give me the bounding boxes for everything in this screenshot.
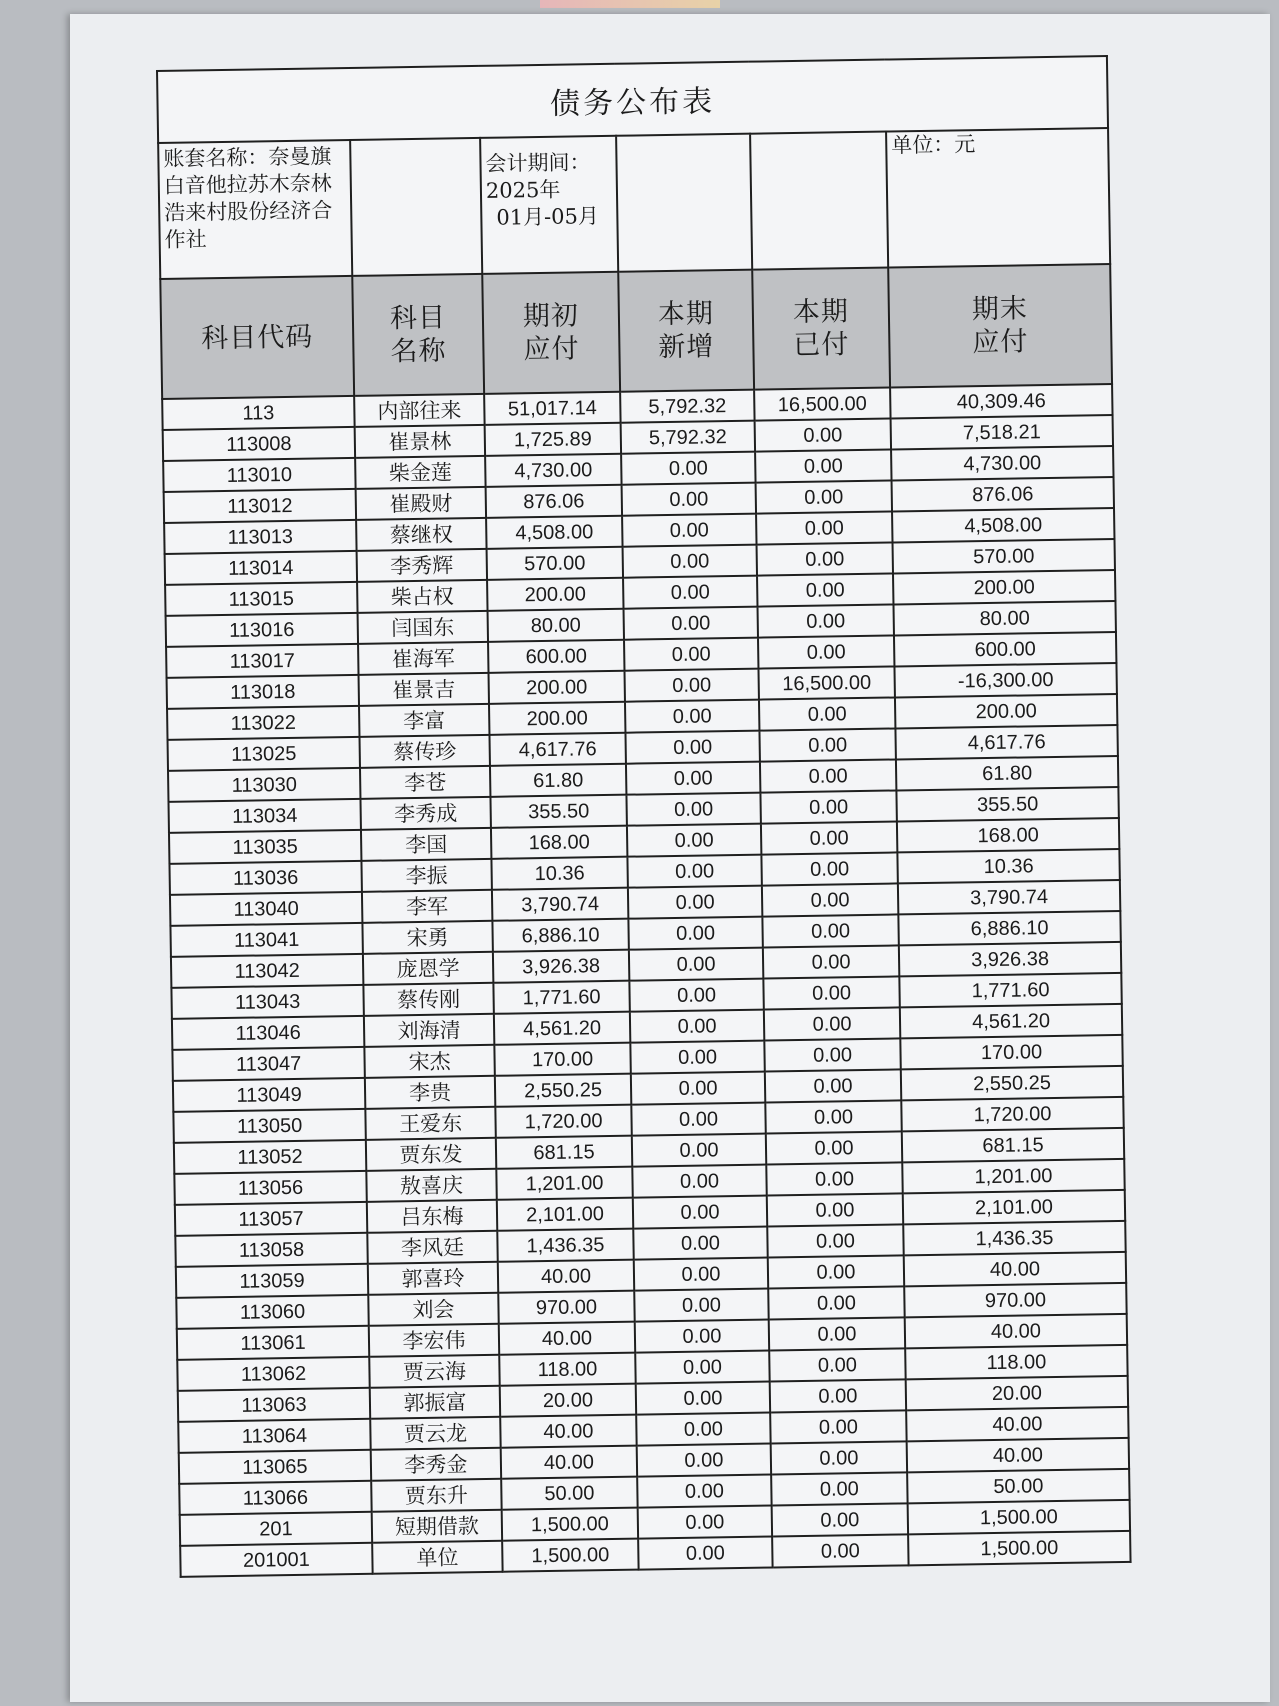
cell-closing: 1,500.00: [908, 1500, 1130, 1534]
cell-closing: 1,500.00: [908, 1531, 1130, 1565]
cell-closing: 10.36: [897, 849, 1119, 883]
cell-opening: 4,617.76: [489, 733, 625, 766]
cell-code: 113052: [174, 1140, 366, 1174]
meta-blank-3: [750, 132, 888, 270]
cell-opening: 61.80: [490, 764, 626, 797]
cell-closing: 40.00: [906, 1407, 1128, 1441]
unit-info: [886, 128, 1110, 267]
cell-added: 0.00: [637, 1475, 771, 1508]
cell-added: 0.00: [622, 483, 756, 516]
cell-name: 柴金莲: [355, 456, 485, 489]
cell-paid: 0.00: [770, 1410, 906, 1443]
cell-added: 5,792.32: [620, 390, 754, 423]
cell-code: 113022: [167, 706, 359, 740]
cell-added: 0.00: [630, 1041, 764, 1074]
header-paid: 本期 已付: [752, 268, 890, 390]
cell-code: 113056: [174, 1171, 366, 1205]
cell-opening: 168.00: [491, 826, 627, 859]
cell-code: 113049: [173, 1078, 365, 1112]
cell-name: 李国: [361, 828, 491, 861]
cell-name: 崔景林: [355, 425, 485, 458]
cell-paid: 0.00: [766, 1131, 902, 1164]
cell-opening: 1,720.00: [495, 1105, 631, 1138]
cell-name: 单位: [372, 1541, 502, 1574]
cell-paid: 0.00: [756, 480, 892, 513]
cell-added: 0.00: [625, 700, 759, 733]
cell-opening: 20.00: [500, 1384, 636, 1417]
cell-added: 0.00: [633, 1196, 767, 1229]
cell-paid: 0.00: [772, 1503, 908, 1536]
cell-closing: 681.15: [902, 1128, 1124, 1162]
cell-opening: 40.00: [500, 1415, 636, 1448]
cell-code: 113014: [165, 551, 357, 585]
cell-added: 0.00: [632, 1134, 766, 1167]
page-title: 债务公布表: [157, 56, 1108, 143]
cell-opening: 600.00: [488, 640, 624, 673]
cell-closing: 600.00: [894, 632, 1116, 666]
cell-paid: 0.00: [762, 883, 898, 916]
cell-added: 0.00: [635, 1320, 769, 1353]
cell-name: 敖喜庆: [366, 1169, 496, 1202]
cell-added: 5,792.32: [621, 421, 755, 454]
cell-added: 0.00: [634, 1258, 768, 1291]
cell-name: 蔡传刚: [363, 983, 493, 1016]
cell-paid: 0.00: [766, 1162, 902, 1195]
meta-blank-2: [616, 134, 752, 272]
cell-paid: 0.00: [761, 821, 897, 854]
cell-code: 113013: [164, 520, 356, 554]
cell-paid: 0.00: [768, 1286, 904, 1319]
cell-added: 0.00: [638, 1537, 772, 1570]
cell-code: 113010: [163, 458, 355, 492]
cell-code: 113036: [169, 861, 361, 895]
cell-added: 0.00: [632, 1165, 766, 1198]
cell-opening: 40.00: [498, 1260, 634, 1293]
cell-closing: 200.00: [893, 570, 1115, 604]
cell-name: 吕东梅: [367, 1200, 497, 1233]
cell-closing: 1,201.00: [902, 1159, 1124, 1193]
cell-code: 201: [180, 1512, 372, 1546]
cell-closing: 355.50: [896, 787, 1118, 821]
cell-closing: 1,771.60: [899, 973, 1121, 1007]
cell-added: 0.00: [635, 1351, 769, 1384]
cell-name: 李贵: [365, 1076, 495, 1109]
cell-name: 庞恩学: [363, 952, 493, 985]
cell-closing: 970.00: [904, 1283, 1126, 1317]
cell-name: 崔海军: [358, 642, 488, 675]
cell-paid: 0.00: [763, 945, 899, 978]
account-name: 奈曼旗白音他拉苏木奈林浩来村股份经济合作社: [163, 144, 333, 252]
cell-code: 113050: [173, 1109, 365, 1143]
cell-name: 李宏伟: [369, 1324, 499, 1357]
cell-paid: 0.00: [759, 728, 895, 761]
cell-added: 0.00: [638, 1506, 772, 1539]
cell-closing: 6,886.10: [898, 911, 1120, 945]
cell-name: 李军: [362, 890, 492, 923]
cell-closing: 4,617.76: [895, 725, 1117, 759]
cell-paid: 0.00: [771, 1441, 907, 1474]
cell-added: 0.00: [628, 917, 762, 950]
cell-code: 113066: [179, 1481, 371, 1515]
cell-added: 0.00: [634, 1289, 768, 1322]
cell-closing: 40,309.46: [890, 384, 1112, 418]
cell-closing: 20.00: [906, 1376, 1128, 1410]
header-opening: 期初 应付: [482, 272, 620, 394]
cell-code: 113047: [172, 1047, 364, 1081]
cell-opening: 355.50: [490, 795, 626, 828]
cell-name: 李富: [359, 704, 489, 737]
cell-code: 113008: [163, 427, 355, 461]
cell-paid: 0.00: [765, 1100, 901, 1133]
period-year: 2025年: [485, 177, 561, 203]
table-body: [162, 384, 1130, 1577]
cell-paid: 0.00: [758, 635, 894, 668]
cell-code: 113059: [176, 1264, 368, 1298]
cell-code: 201001: [180, 1543, 372, 1577]
cell-closing: 40.00: [907, 1438, 1129, 1472]
cell-name: 贾东升: [371, 1479, 501, 1512]
cell-opening: 876.06: [486, 485, 622, 518]
meta-blank-1: [350, 138, 482, 276]
cell-code: 113060: [176, 1295, 368, 1329]
cell-name: 蔡传珍: [360, 735, 490, 768]
cell-closing: 7,518.21: [891, 415, 1113, 449]
cell-paid: 0.00: [768, 1255, 904, 1288]
cell-code: 113065: [179, 1450, 371, 1484]
cell-closing: 3,790.74: [898, 880, 1120, 914]
cell-added: 0.00: [624, 638, 758, 671]
cell-opening: 10.36: [491, 857, 627, 890]
cell-name: 崔殿财: [356, 487, 486, 520]
cell-added: 0.00: [630, 1010, 764, 1043]
cell-code: 113015: [165, 582, 357, 616]
cell-code: 113061: [177, 1326, 369, 1360]
cell-opening: 1,436.35: [497, 1229, 633, 1262]
cell-opening: 3,926.38: [493, 950, 629, 983]
meta-row: [158, 128, 1110, 279]
cell-paid: 0.00: [760, 790, 896, 823]
cell-opening: 118.00: [499, 1353, 635, 1386]
cell-closing: 1,720.00: [901, 1097, 1123, 1131]
cell-opening: 2,550.25: [495, 1074, 631, 1107]
cell-opening: 80.00: [488, 609, 624, 642]
cell-name: 李秀辉: [357, 549, 487, 582]
cell-closing: 570.00: [893, 539, 1115, 573]
account-info: [158, 140, 352, 279]
cell-added: 0.00: [629, 948, 763, 981]
cell-name: 贾云海: [369, 1355, 499, 1388]
cell-code: 113018: [167, 675, 359, 709]
cell-opening: 170.00: [494, 1043, 630, 1076]
cell-opening: 6,886.10: [492, 919, 628, 952]
cell-opening: 51,017.14: [484, 392, 620, 425]
cell-added: 0.00: [627, 855, 761, 888]
cell-closing: -16,300.00: [894, 663, 1116, 697]
cell-added: 0.00: [623, 545, 757, 578]
cell-name: 内部往来: [354, 394, 484, 427]
cell-added: 0.00: [624, 607, 758, 640]
debt-table: [156, 55, 1132, 1578]
photo-edge-strip: [540, 0, 720, 8]
cell-added: 0.00: [626, 793, 760, 826]
cell-opening: 970.00: [498, 1291, 634, 1324]
period-label: 会计期间：: [485, 150, 591, 176]
cell-paid: 0.00: [757, 542, 893, 575]
cell-paid: 0.00: [759, 697, 895, 730]
cell-closing: 50.00: [907, 1469, 1129, 1503]
cell-closing: 4,508.00: [892, 508, 1114, 542]
cell-opening: 4,561.20: [494, 1012, 630, 1045]
cell-code: 113025: [168, 737, 360, 771]
cell-code: 113017: [166, 644, 358, 678]
cell-name: 李振: [361, 859, 491, 892]
cell-paid: 0.00: [763, 976, 899, 1009]
cell-code: 113016: [166, 613, 358, 647]
cell-name: 郭振富: [370, 1386, 500, 1419]
cell-opening: 1,725.89: [485, 423, 621, 456]
cell-added: 0.00: [636, 1413, 770, 1446]
cell-code: 113043: [171, 985, 363, 1019]
cell-code: 113012: [164, 489, 356, 523]
cell-name: 李秀成: [360, 797, 490, 830]
cell-closing: 80.00: [893, 601, 1115, 635]
cell-code: 113041: [170, 923, 362, 957]
cell-added: 0.00: [636, 1382, 770, 1415]
cell-opening: 1,771.60: [493, 981, 629, 1014]
cell-opening: 4,730.00: [485, 454, 621, 487]
cell-paid: 0.00: [772, 1534, 908, 1567]
unit-value: 元: [954, 132, 976, 157]
cell-name: 李秀金: [371, 1448, 501, 1481]
cell-closing: 118.00: [905, 1345, 1127, 1379]
header-code: 科目代码: [160, 276, 354, 399]
cell-name: 李风廷: [367, 1231, 497, 1264]
cell-paid: 0.00: [770, 1379, 906, 1412]
cell-closing: 61.80: [896, 756, 1118, 790]
header-closing: 期末 应付: [888, 264, 1112, 387]
cell-code: 113: [162, 396, 354, 430]
cell-paid: 0.00: [767, 1224, 903, 1257]
cell-closing: 40.00: [905, 1314, 1127, 1348]
cell-opening: 50.00: [501, 1477, 637, 1510]
cell-added: 0.00: [633, 1227, 767, 1260]
unit-label: 单位：: [891, 132, 955, 158]
cell-paid: 0.00: [771, 1472, 907, 1505]
cell-name: 宋杰: [364, 1045, 494, 1078]
period-info: [480, 136, 618, 274]
cell-opening: 681.15: [496, 1136, 632, 1169]
cell-closing: 1,436.35: [903, 1221, 1125, 1255]
cell-opening: 40.00: [499, 1322, 635, 1355]
cell-paid: 0.00: [769, 1348, 905, 1381]
cell-opening: 200.00: [489, 671, 625, 704]
cell-paid: 0.00: [762, 914, 898, 947]
cell-paid: 0.00: [764, 1038, 900, 1071]
period-range: 01月-05月: [496, 204, 600, 230]
cell-name: 柴占权: [357, 580, 487, 613]
cell-paid: 0.00: [769, 1317, 905, 1350]
cell-closing: 876.06: [892, 477, 1114, 511]
cell-code: 113064: [178, 1419, 370, 1453]
cell-added: 0.00: [621, 452, 755, 485]
cell-paid: 0.00: [764, 1007, 900, 1040]
account-label: 账套名称：: [163, 145, 269, 171]
cell-opening: 1,500.00: [502, 1508, 638, 1541]
header-name: 科目 名称: [352, 274, 484, 396]
cell-closing: 2,101.00: [903, 1190, 1125, 1224]
cell-code: 113046: [172, 1016, 364, 1050]
cell-paid: 0.00: [760, 759, 896, 792]
cell-code: 113035: [169, 830, 361, 864]
cell-opening: 2,101.00: [497, 1198, 633, 1231]
cell-added: 0.00: [623, 576, 757, 609]
cell-closing: 4,561.20: [900, 1004, 1122, 1038]
cell-paid: 0.00: [765, 1069, 901, 1102]
cell-name: 崔景吉: [359, 673, 489, 706]
cell-name: 郭喜玲: [368, 1262, 498, 1295]
cell-added: 0.00: [631, 1103, 765, 1136]
cell-paid: 0.00: [767, 1193, 903, 1226]
cell-paid: 0.00: [756, 511, 892, 544]
cell-name: 短期借款: [372, 1510, 502, 1543]
header-added: 本期 新增: [618, 270, 754, 392]
cell-closing: 4,730.00: [891, 446, 1113, 480]
cell-closing: 2,550.25: [901, 1066, 1123, 1100]
cell-added: 0.00: [637, 1444, 771, 1477]
cell-closing: 170.00: [900, 1035, 1122, 1069]
cell-name: 闫国东: [358, 611, 488, 644]
cell-code: 113057: [175, 1202, 367, 1236]
cell-code: 113062: [177, 1357, 369, 1391]
cell-paid: 0.00: [755, 419, 891, 452]
cell-name: 贾云龙: [370, 1417, 500, 1450]
cell-closing: 40.00: [904, 1252, 1126, 1286]
cell-paid: 0.00: [755, 450, 891, 483]
cell-code: 113040: [170, 892, 362, 926]
cell-paid: 0.00: [757, 573, 893, 606]
cell-opening: 4,508.00: [486, 516, 622, 549]
cell-opening: 570.00: [487, 547, 623, 580]
cell-name: 李苍: [360, 766, 490, 799]
cell-opening: 3,790.74: [492, 888, 628, 921]
cell-paid: 16,500.00: [758, 666, 894, 699]
cell-added: 0.00: [625, 731, 759, 764]
cell-paid: 0.00: [758, 604, 894, 637]
cell-code: 113063: [178, 1388, 370, 1422]
cell-code: 113042: [171, 954, 363, 988]
column-header-row: [160, 264, 1112, 399]
cell-code: 113058: [175, 1233, 367, 1267]
cell-opening: 200.00: [489, 702, 625, 735]
cell-closing: 200.00: [895, 694, 1117, 728]
cell-name: 刘海清: [364, 1014, 494, 1047]
cell-name: 宋勇: [362, 921, 492, 954]
cell-name: 刘会: [368, 1293, 498, 1326]
cell-code: 113030: [168, 768, 360, 802]
cell-added: 0.00: [622, 514, 756, 547]
cell-closing: 168.00: [897, 818, 1119, 852]
cell-added: 0.00: [624, 669, 758, 702]
cell-opening: 200.00: [487, 578, 623, 611]
cell-opening: 1,201.00: [496, 1167, 632, 1200]
cell-name: 贾东发: [366, 1138, 496, 1171]
cell-added: 0.00: [628, 886, 762, 919]
cell-added: 0.00: [631, 1072, 765, 1105]
cell-opening: 40.00: [501, 1446, 637, 1479]
debt-notice-sheet: [156, 55, 1130, 1578]
cell-paid: 0.00: [761, 852, 897, 885]
cell-opening: 1,500.00: [502, 1539, 638, 1572]
cell-added: 0.00: [627, 824, 761, 857]
cell-closing: 3,926.38: [899, 942, 1121, 976]
cell-name: 王爱东: [365, 1107, 495, 1140]
cell-name: 蔡继权: [356, 518, 486, 551]
cell-added: 0.00: [626, 762, 760, 795]
cell-added: 0.00: [629, 979, 763, 1012]
cell-code: 113034: [168, 799, 360, 833]
cell-paid: 16,500.00: [754, 388, 890, 421]
